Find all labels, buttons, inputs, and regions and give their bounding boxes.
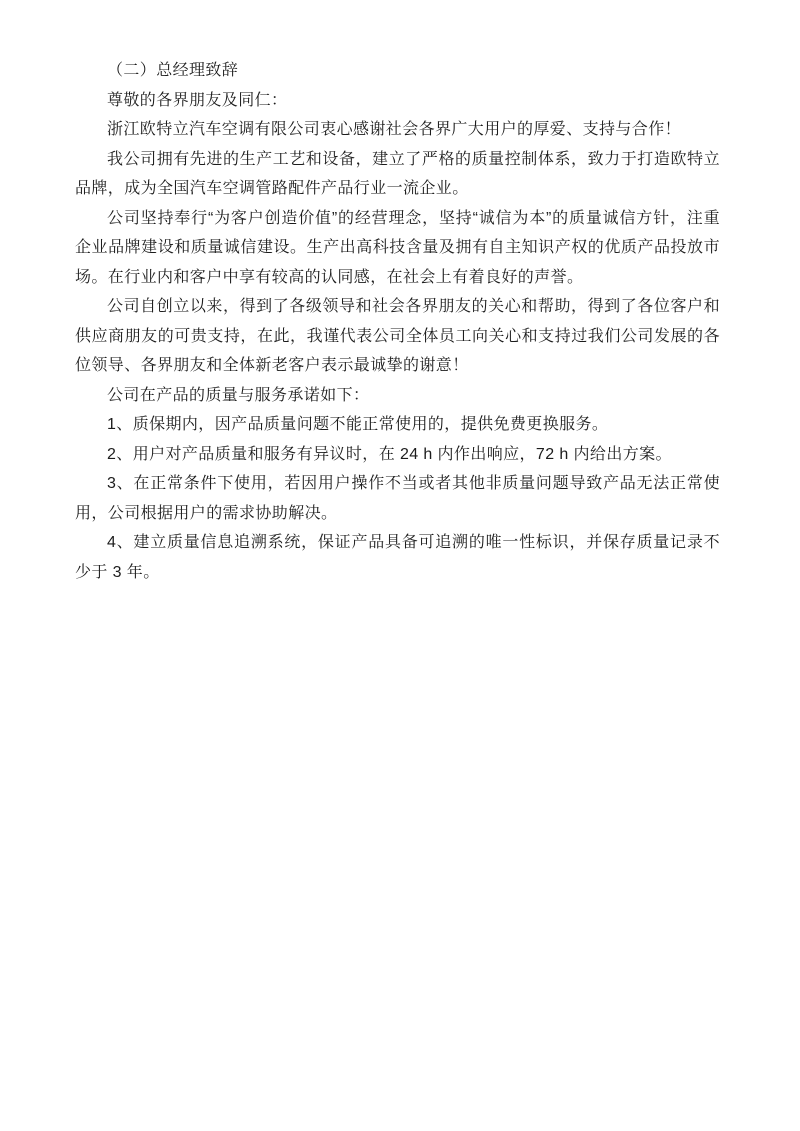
document-body — [75, 56, 720, 587]
paragraph-philosophy: 公司坚持奉行“为客户创造价值”的经营理念，坚持“诚信为本”的质量诚信方针，注重企业品牌建设和质量诚信建设。生产出高科技含量及拥有自主知识产权的优质产品投放市场。在行业内和客户中享有较高的认同感，在社会上有着良好的声誉。 — [75, 209, 720, 286]
section-heading: （二）总经理致辞 — [107, 62, 239, 79]
paragraph-thanks: 公司自创立以来，得到了各级领导和社会各界朋友的关心和帮助，得到了各位客户和供应商朋友的可贵支持，在此，我谨代表公司全体员工向关心和支持过我们公司发展的各位领导、各界朋友和全体新老客户表示最诚挚的谢意！ — [75, 298, 720, 374]
commitment-item-4: 4、建立质量信息追溯系统，保证产品具备可追溯的唯一性标识，并保存质量记录不少于 3 年。 — [75, 534, 720, 581]
commitment-item-3: 3、在正常条件下使用，若因用户操作不当或者其他非质量问题导致产品无法正常使用，公司根据用户的需求协助解决。 — [75, 475, 720, 522]
commitment-item-1: 1、质保期内，因产品质量问题不能正常使用的，提供免费更换服务。 — [107, 416, 609, 433]
salutation-line: 尊敬的各界朋友及同仁： — [107, 91, 288, 109]
paragraph-commitment-intro: 公司在产品的质量与服务承诺如下： — [107, 386, 370, 404]
commitment-item-2: 2、用户对产品质量和服务有异议时，在 24 h 内作出响应，72 h 内给出方案。 — [107, 445, 672, 463]
paragraph-company-strength: 我公司拥有先进的生产工艺和设备，建立了严格的质量控制体系，致力于打造欧特立品牌，成为全国汽车空调管路配件产品行业一流企业。 — [75, 150, 720, 197]
paragraph-gratitude: 浙江欧特立汽车空调有限公司衷心感谢社会各界广大用户的厚爱、支持与合作！ — [107, 121, 682, 138]
